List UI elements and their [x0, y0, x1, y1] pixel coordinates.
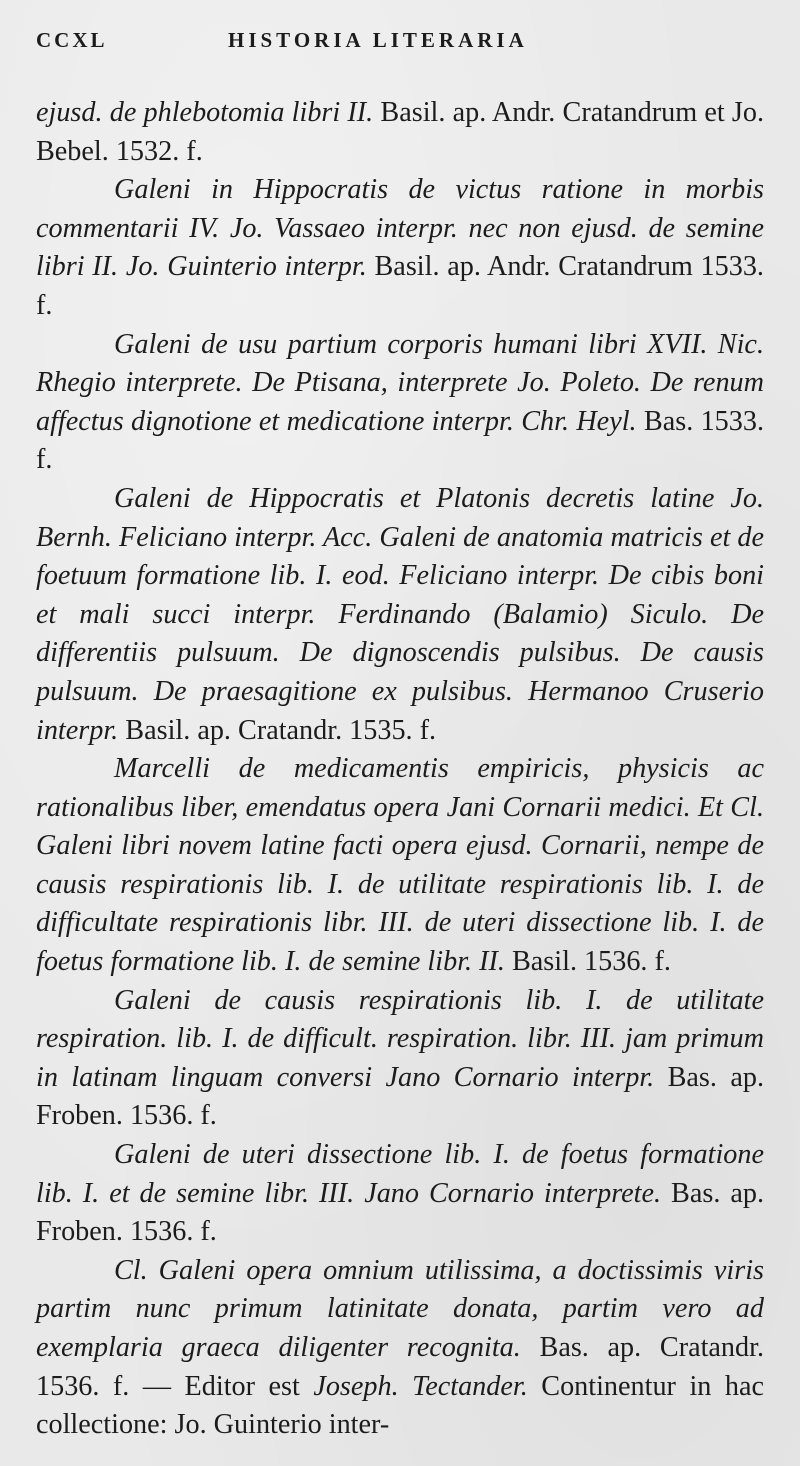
running-title: HISTORIA LITERARIA: [228, 28, 528, 52]
entry-title-italic: Joseph. Tectander.: [313, 1370, 528, 1402]
entry-title-italic: Galeni de Hippocratis et Platonis decretis latine Jo. Bernh. Feliciano interpr. Acc. Galeni de anatomia matricis et de foetuum formatione lib. I. eod. Feliciano interpr. De cibis boni et mali succi interpr. Ferdinando (Balamio) Siculo. De differentiis pulsuum. De dignoscendis pulsibus. De causis pulsuum. De praesagitione ex pulsibus. Hermanoo Cruserio interpr.: [36, 482, 764, 746]
bibliography-entry: [36, 982, 764, 1136]
bibliography-entry: [36, 1252, 764, 1445]
entry-title-italic: Galeni in Hippocratis de victus ratione in morbis commentarii IV. Jo. Vassaeo interpr. nec non ejusd. de semine libri II. Jo. Guinterio interpr.: [36, 174, 764, 283]
entry-imprint: Bas. 1533. f.: [36, 405, 765, 476]
entry-title-italic: Galeni de causis respirationis lib. I. de utilitate respiration. lib. I. de difficult. respiration. libr. III. jam primum in latinam linguam conversi Jano Cornario interpr.: [36, 984, 764, 1093]
entry-imprint: Bas. ap. Froben. 1536. f.: [36, 1177, 765, 1248]
bibliography-entry: [36, 1136, 764, 1252]
entry-title-italic: Marcelli de medicamentis empiricis, physicis ac rationalibus liber, emendatus opera Jani Cornarii medici. Et Cl. Galeni libri novem latine facti opera ejusd. Cornarii, nempe de causis respirationis lib. I. de utilitate respirationis lib. I. de difficultate respirationis libr. III. de uteri dissectione lib. I. de foetus formatione lib. I. de semine libr. II.: [36, 753, 764, 978]
page-header: [36, 0, 790, 58]
bibliography-entry: [36, 171, 764, 325]
page-number: CCXL: [36, 28, 108, 52]
entry-imprint: Bas. ap. Cratandr. 1536. f. — Editor est: [36, 1332, 764, 1402]
entry-imprint: Basil. ap. Cratandr. 1535. f.: [118, 714, 437, 746]
entry-title-italic: Galeni de uteri dissectione lib. I. de foetus formatione lib. I. et de semine libr. III. Jano Cornario interprete.: [36, 1139, 764, 1209]
bibliography-entry: [36, 326, 764, 480]
entry-title-italic: Galeni de usu partium corporis humani libri XVII. Nic. Rhegio interprete. De Ptisana, interprete Jo. Poleto. De renum affectus dignotione et medicatione interpr. Chr. Heyl.: [36, 328, 764, 437]
bibliography-entry: [36, 750, 764, 982]
entry-imprint: Continentur in hac collectione: Jo. Guinterio inter-: [36, 1370, 764, 1441]
bibliography-entry: [36, 480, 764, 750]
entry-title-italic: Cl. Galeni opera omnium utilissima, a doctissimis viris partim nunc primum latinitate donata, partim vero ad exemplaria graeca diligenter recognita.: [36, 1254, 764, 1363]
entry-imprint: Basil. ap. Andr. Cratandrum et Jo. Bebel. 1532. f.: [36, 97, 764, 167]
entry-imprint: Basil. ap. Andr. Cratandrum 1533. f.: [36, 251, 764, 321]
bibliography-entry: [36, 94, 764, 171]
text-body: [36, 94, 764, 1445]
entry-imprint: Basil. 1536. f.: [504, 946, 671, 978]
entry-title-italic: ejusd. de phlebotomia libri II.: [36, 97, 374, 128]
entry-imprint: Bas. ap. Froben. 1536. f.: [36, 1061, 764, 1132]
